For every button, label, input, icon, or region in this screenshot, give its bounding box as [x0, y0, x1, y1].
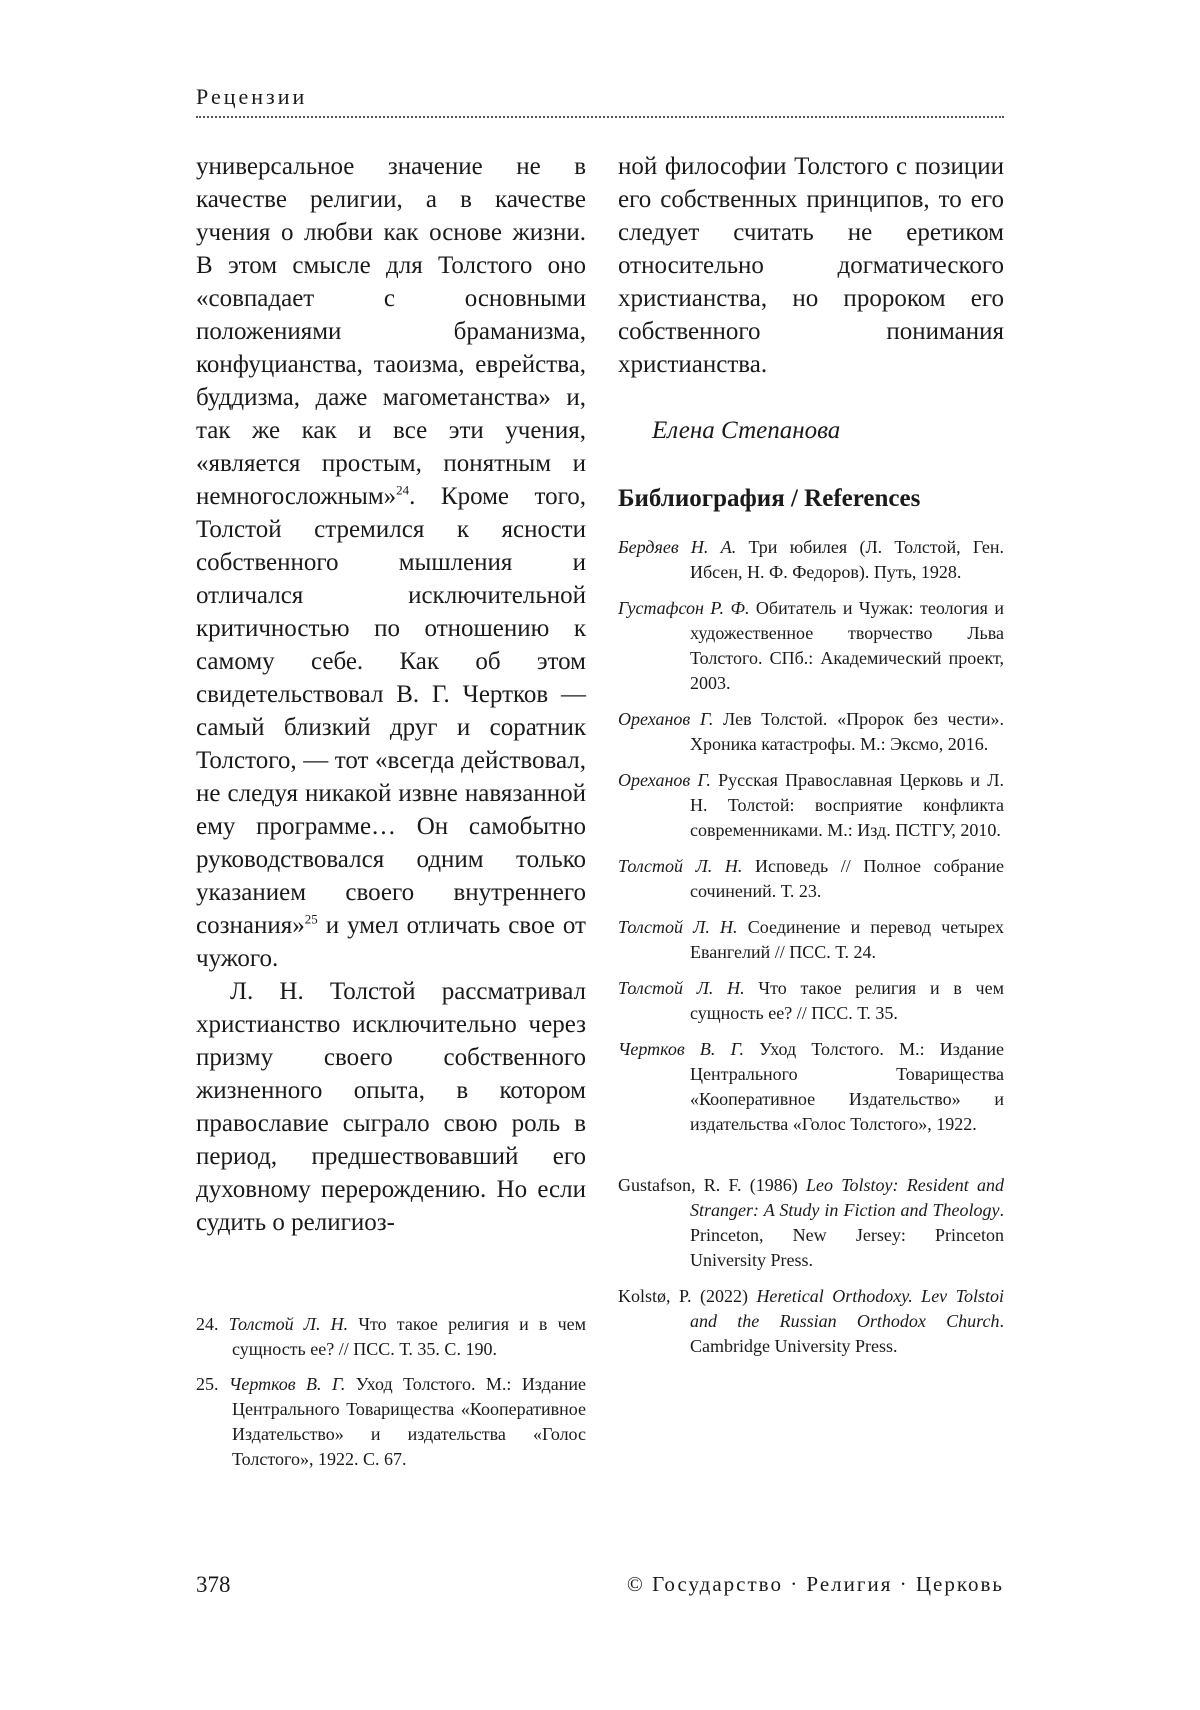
footnote-author: Чертков В. Г.: [228, 1374, 346, 1394]
footnote-24: [196, 1312, 586, 1362]
bibliography-entry: [618, 535, 1004, 585]
footnote-number: 25.: [196, 1374, 219, 1394]
reference-text: Соединение и перевод четырех Евангелий // ПСС. Т. 24.: [690, 917, 1004, 962]
reference-author: Густафсон Р. Ф.: [618, 598, 750, 618]
reference-title: Leo Tolstoy: Resident and Stranger: A Study in Fiction and Theology: [690, 1175, 1004, 1220]
bibliography-list-ru: [618, 535, 1004, 1137]
reference-text: Уход Толстого. М.: Издание Центрального Товарищества «Кооперативное Издательство» и издательства «Голос Толстого», 1922.: [690, 1039, 1004, 1134]
paragraph-text: . Кроме того, Толстой стремился к ясности собственного мышления и отличался исключительной критичностью по отношению к самому себе. Как об этом свидетельствовал В. Г. Чертков — самый близкий друг и соратник Толстого, — тот «всегда действовал, не следуя никакой извне навязанной ему программе… Он самобытно руководствовался одним только указанием своего внутреннего сознания»: [196, 483, 586, 939]
footnote-text: Что такое религия и в чем сущность ее? // ПСС. Т. 35. С. 190.: [232, 1314, 587, 1359]
reference-text: Русская Православная Церковь и Л. Н. Толстой: восприятие конфликта современниками. М.: Изд. ПСТГУ, 2010.: [690, 770, 1004, 840]
bibliography-entry: [618, 976, 1004, 1026]
section-header: Рецензии: [196, 84, 308, 109]
bibliography-entry: [618, 1284, 1004, 1359]
reference-author: Бердяев Н. А.: [618, 537, 737, 557]
bibliography-entry: [618, 915, 1004, 965]
paragraph-text: универсальное значение не в качестве религии, а в качестве учения о любви как основе жизни. В этом смысле для Толстого оно «совпадает с основными положениями браманизма, конфуцианства, таоизма, еврейства, буддизма, даже магометанства» и, так же как и все эти учения, «является простым, понятным и немногосложным»: [196, 153, 586, 510]
footnote-number: 24.: [196, 1314, 219, 1334]
reference-author: Ореханов Г.: [618, 709, 714, 729]
reference-text: Три юбилея (Л. Толстой, Ген. Ибсен, Н. Ф. Федоров). Путь, 1928.: [690, 537, 1005, 582]
footnote-25: [196, 1372, 586, 1472]
bibliography-heading: Библиография / References: [618, 485, 921, 512]
bibliography-entry: [618, 768, 1004, 843]
page-number: 378: [196, 1572, 231, 1597]
reference-author: Толстой Л. Н.: [618, 856, 743, 876]
paragraph-text: и умел отличать свое от чужого.: [196, 912, 586, 972]
reference-author: Kolstø, P. (2022): [618, 1286, 757, 1306]
reference-text: . Cambridge University Press.: [690, 1311, 1004, 1356]
footnote-ref-24[interactable]: 24: [396, 482, 410, 498]
reference-author: Чертков В. Г.: [618, 1039, 745, 1059]
bibliography-entry: [618, 1037, 1004, 1137]
journal-name: © Государство · Религия · Церковь: [626, 1572, 1004, 1596]
reference-title: Heretical Orthodoxy. Lev Tolstoi and the Russian Orthodox Church: [690, 1286, 1005, 1331]
body-paragraph-continuation: ной философии Толстого с позиции его собственных принципов, то его следует считать не еретиком относительно догматического христианства, но пророком его собственного понимания христианства.: [618, 153, 1004, 378]
footnote-ref-25[interactable]: 25: [304, 911, 318, 927]
reference-text: . Princeton, New Jersey: Princeton University Press.: [690, 1200, 1004, 1270]
left-column: [196, 150, 586, 1239]
footnote-text: Уход Толстого. М.: Издание Центрального Товарищества «Кооперативное Издательство» и издательства «Голос Толстого», 1922. С. 67.: [232, 1374, 586, 1469]
body-paragraph: Л. Н. Толстой рассматривал христианство исключительно через призму своего собственного жизненного опыта, в котором православие сыграло свою роль в период, предшествовавший его духовному перерождению. Но если судить о религиоз-: [196, 978, 586, 1236]
bibliography-entry: [618, 596, 1004, 696]
reference-text: Обитатель и Чужак: теология и художественное творчество Льва Толстого. СПб.: Академический проект, 2003.: [690, 598, 1004, 693]
reference-author: Ореханов Г.: [618, 770, 711, 790]
reference-author: Gustafson, R. F. (1986): [618, 1175, 806, 1195]
bibliography-entry: [618, 707, 1004, 757]
reference-text: Лев Толстой. «Пророк без чести». Хроника катастрофы. М.: Эксмо, 2016.: [690, 709, 1004, 754]
reference-text: Исповедь // Полное собрание сочинений. Т. 23.: [690, 856, 1004, 901]
reference-author: Толстой Л. Н.: [618, 917, 738, 937]
bibliography-list-en: [618, 1173, 1004, 1359]
review-author: Елена Степанова: [652, 417, 841, 444]
bibliography-entry: [618, 1173, 1004, 1273]
reference-text: Что такое религия и в чем сущность ее? // ПСС. Т. 35.: [690, 978, 1004, 1023]
header-dotted-rule: [196, 116, 1004, 118]
right-column: [618, 150, 1004, 1370]
reference-author: Толстой Л. Н.: [618, 978, 745, 998]
bibliography-entry: [618, 854, 1004, 904]
body-paragraph: [196, 150, 586, 975]
footnote-author: Толстой Л. Н.: [228, 1314, 349, 1334]
footnotes: [196, 1312, 586, 1482]
